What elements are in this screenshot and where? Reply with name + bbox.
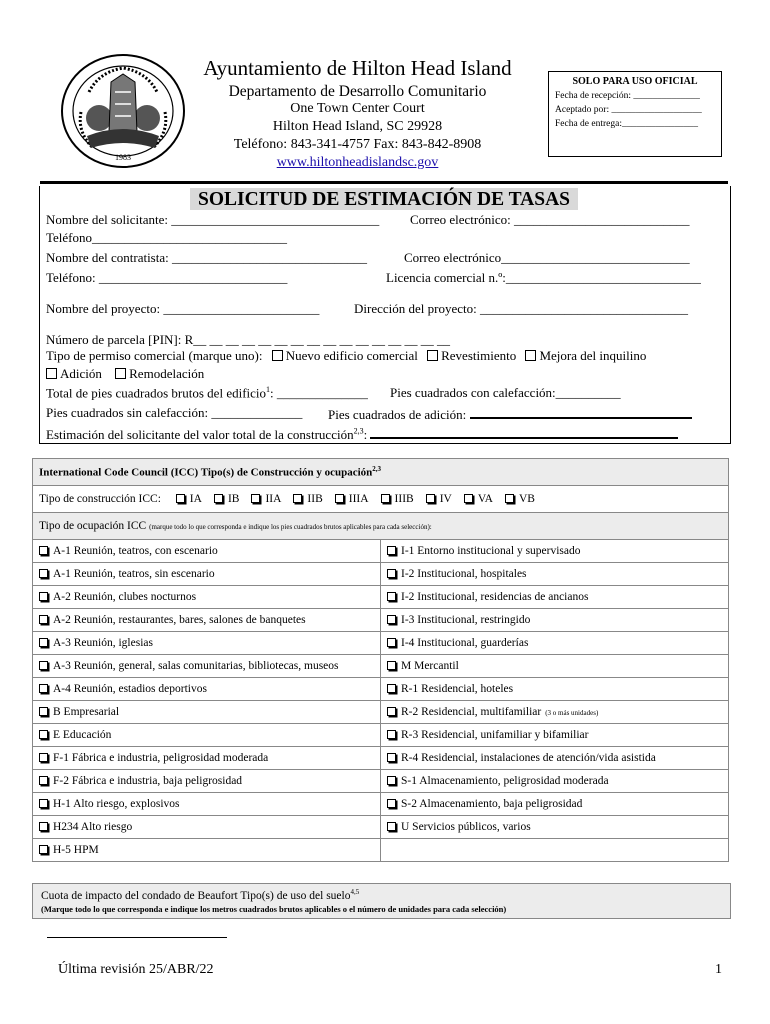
construction-type-label: IV	[439, 493, 452, 505]
valuation-line	[370, 425, 678, 439]
occupancy-option[interactable]	[33, 655, 381, 678]
construction-type-label: Tipo de construcción ICC:	[39, 493, 161, 505]
construction-type-row	[33, 486, 729, 513]
parcel-pin-field[interactable]: Número de parcela [PIN]: R__ __ __ __ __ __ __ __ __ __ __ __ __ __ __ __	[46, 332, 451, 347]
svg-text:1983: 1983	[115, 153, 131, 162]
checkbox-icon[interactable]	[39, 592, 48, 601]
checkbox-icon[interactable]	[39, 661, 48, 670]
construction-type-label: VA	[477, 493, 493, 505]
empty-cell	[381, 839, 729, 862]
checkbox-icon[interactable]	[387, 753, 396, 762]
occupancy-option[interactable]	[33, 724, 381, 747]
permit-tenant-label: Mejora del inquilino	[539, 348, 647, 363]
construction-type-option[interactable]	[335, 493, 369, 505]
occupancy-option[interactable]	[381, 747, 729, 770]
occupancy-label: U Servicios públicos, varios	[401, 821, 531, 833]
occupancy-label: F-1 Fábrica e industria, peligrosidad moderada	[53, 752, 269, 764]
occupancy-row	[33, 586, 729, 609]
header-divider	[40, 181, 728, 184]
business-license-field[interactable]: Licencia comercial n.º:______________________________	[386, 270, 701, 285]
occupancy-option[interactable]	[381, 770, 729, 793]
construction-type-option[interactable]	[176, 493, 202, 505]
occupancy-label: A-1 Reunión, teatros, sin escenario	[53, 568, 215, 580]
occupancy-row	[33, 563, 729, 586]
checkbox-icon[interactable]	[387, 546, 396, 555]
permit-tenant-checkbox[interactable]	[525, 350, 536, 361]
applicant-name-field[interactable]: Nombre del solicitante: ________________________________	[46, 212, 380, 227]
checkbox-icon[interactable]	[387, 684, 396, 693]
checkbox-icon[interactable]	[505, 494, 514, 503]
construction-type-option[interactable]	[293, 493, 322, 505]
occupancy-option[interactable]	[381, 724, 729, 747]
addition-sqft-line	[470, 405, 692, 419]
occupancy-row	[33, 839, 729, 862]
checkbox-icon[interactable]	[39, 546, 48, 555]
beaufort-title	[41, 888, 359, 902]
checkbox-icon[interactable]	[387, 661, 396, 670]
header-title: Ayuntamiento de Hilton Head Island	[203, 56, 512, 80]
permit-addition-checkbox[interactable]	[46, 368, 57, 379]
icc-header	[33, 459, 729, 486]
icc-table	[32, 458, 729, 862]
contractor-name-field[interactable]: Nombre del contratista: ______________________________	[46, 250, 367, 265]
revision-date: Última revisión 25/ABR/22	[58, 962, 214, 977]
checkbox-icon[interactable]	[39, 822, 48, 831]
occupancy-row	[33, 540, 729, 563]
header-phone: Teléfono: 843-341-4757 Fax: 843-842-8908	[233, 137, 482, 152]
checkbox-icon[interactable]	[39, 569, 48, 578]
checkbox-icon[interactable]	[39, 753, 48, 762]
occupancy-label: I-2 Institucional, residencias de ancianos	[401, 591, 589, 603]
header-department: Departamento de Desarrollo Comunitario	[228, 83, 487, 100]
occupancy-row	[33, 816, 729, 839]
checkbox-icon[interactable]	[39, 707, 48, 716]
construction-type-label: IB	[227, 493, 240, 505]
occupancy-label: A-3 Reunión, general, salas comunitarias, bibliotecas, museos	[53, 660, 339, 672]
occupancy-option[interactable]	[381, 678, 729, 701]
checkbox-icon[interactable]	[176, 494, 185, 503]
construction-type-label: IIA	[265, 493, 282, 505]
addition-sqft-label: Pies cuadrados de adición:	[328, 407, 467, 422]
occupancy-label: A-3 Reunión, iglesias	[53, 637, 153, 649]
permit-new-label: Nuevo edificio comercial	[285, 348, 418, 363]
checkbox-icon[interactable]	[214, 494, 223, 503]
construction-type-option[interactable]	[214, 493, 240, 505]
beaufort-title-text: Cuota de impacto del condado de Beaufort Tipo(s) de uso del suelo	[41, 889, 351, 902]
header-address2: Hilton Head Island, SC 29928	[272, 119, 443, 134]
occupancy-label: R-3 Residencial, unifamiliar y bifamiliar	[401, 729, 589, 741]
beaufort-impact-fee-box	[32, 883, 731, 919]
checkbox-icon[interactable]	[387, 730, 396, 739]
checkbox-icon[interactable]	[293, 494, 302, 503]
checkbox-icon[interactable]	[39, 615, 48, 624]
occupancy-row	[33, 701, 729, 724]
valuation-label: Estimación del solicitante del valor total de la construcción	[46, 427, 354, 442]
occupancy-option[interactable]	[381, 586, 729, 609]
contractor-phone-field[interactable]: Teléfono: _____________________________	[46, 270, 288, 285]
addition-sqft-field[interactable]	[328, 405, 692, 423]
occupancy-label: I-3 Institucional, restringido	[401, 614, 531, 626]
header-address1: One Town Center Court	[290, 101, 425, 116]
occupancy-label: H-1 Alto riesgo, explosivos	[53, 798, 180, 810]
checkbox-icon[interactable]	[39, 776, 48, 785]
occupancy-label: H234 Alto riesgo	[53, 821, 133, 833]
occupancy-row	[33, 724, 729, 747]
construction-type-option[interactable]	[426, 493, 452, 505]
checkbox-icon[interactable]	[387, 592, 396, 601]
page-number: 1	[715, 962, 722, 977]
permit-type-row2	[46, 366, 204, 382]
occupancy-option[interactable]	[33, 839, 381, 862]
checkbox-icon[interactable]	[335, 494, 344, 503]
construction-type-label: IIIA	[348, 493, 369, 505]
project-name-field[interactable]: Nombre del proyecto: ________________________	[46, 301, 320, 316]
permit-cladding-label: Revestimiento	[441, 348, 517, 363]
gross-sqft-sup: 1	[266, 385, 271, 394]
town-seal-logo	[59, 52, 187, 170]
construction-type-option[interactable]	[464, 493, 493, 505]
permit-addition-label: Adición	[60, 366, 102, 381]
checkbox-icon[interactable]	[39, 638, 48, 647]
occupancy-label: E Educación	[53, 729, 112, 741]
permit-cladding-checkbox[interactable]	[427, 350, 438, 361]
construction-type-option[interactable]	[251, 493, 281, 505]
gross-sqft-field[interactable]	[46, 385, 368, 401]
checkbox-icon[interactable]	[464, 494, 473, 503]
occupancy-label: S-2 Almacenamiento, baja peligrosidad	[401, 798, 583, 810]
project-address-field[interactable]: Dirección del proyecto: ________________________________	[354, 301, 688, 316]
occupancy-label: R-1 Residencial, hoteles	[401, 683, 514, 695]
occupancy-row	[33, 655, 729, 678]
occupancy-option[interactable]	[381, 540, 729, 563]
occupancy-option[interactable]	[381, 655, 729, 678]
occupancy-label: I-1 Entorno institucional y supervisado	[401, 545, 581, 557]
occupancy-label: A-2 Reunión, restaurantes, bares, salones de banquetes	[53, 614, 306, 626]
checkbox-icon[interactable]	[251, 494, 260, 503]
official-use-box	[548, 71, 722, 157]
occupancy-note: (marque todo lo que corresponda e indique los pies cuadrados brutos aplicables para cada selección):	[149, 523, 432, 531]
occupancy-option[interactable]	[33, 678, 381, 701]
occupancy-row	[33, 609, 729, 632]
applicant-phone-field[interactable]: Teléfono______________________________	[46, 230, 288, 245]
occupancy-option[interactable]	[33, 609, 381, 632]
permit-remodel-label: Remodelación	[129, 366, 205, 381]
checkbox-icon[interactable]	[426, 494, 435, 503]
occupancy-option[interactable]	[381, 563, 729, 586]
occupancy-label: M Mercantil	[401, 660, 459, 672]
construction-type-option[interactable]	[381, 493, 414, 505]
delivery-date-field[interactable]: Fecha de entrega:________________	[555, 119, 698, 129]
occupancy-option[interactable]	[33, 586, 381, 609]
icc-header-sup: 2,3	[372, 465, 382, 474]
checkbox-icon[interactable]	[381, 494, 390, 503]
occupancy-option[interactable]	[33, 632, 381, 655]
checkbox-icon[interactable]	[39, 684, 48, 693]
checkbox-icon[interactable]	[387, 776, 396, 785]
occupancy-label: R-2 Residencial, multifamiliar	[401, 706, 542, 718]
footnote-divider	[47, 937, 227, 938]
checkbox-icon[interactable]	[387, 638, 396, 647]
unheated-sqft-field[interactable]: Pies cuadrados sin calefacción: ______________	[46, 405, 303, 420]
beaufort-instructions: (Marque todo lo que corresponda e indique los metros cuadrados brutos aplicables o el número de unidades para cada selección)	[41, 904, 507, 914]
checkbox-icon[interactable]	[39, 799, 48, 808]
valuation-field[interactable]	[46, 425, 678, 443]
permit-new-checkbox[interactable]	[272, 350, 283, 361]
occupancy-option[interactable]	[381, 701, 729, 724]
construction-type-label: IIB	[307, 493, 323, 505]
header-website-link[interactable]: www.hiltonheadislandsc.gov	[276, 155, 439, 170]
form-title: SOLICITUD DE ESTIMACIÓN DE TASAS	[190, 188, 578, 210]
construction-type-label: IIIB	[394, 493, 414, 505]
occupancy-option[interactable]	[33, 701, 381, 724]
occupancy-label: A-1 Reunión, teatros, con escenario	[53, 545, 218, 557]
received-date-field[interactable]: Fecha de recepción: ______________	[555, 91, 700, 101]
construction-type-option[interactable]	[505, 493, 535, 505]
checkbox-icon[interactable]	[39, 730, 48, 739]
occupancy-type-row	[33, 513, 729, 540]
permit-type-label: Tipo de permiso comercial (marque uno):	[46, 348, 263, 363]
occupancy-label: S-1 Almacenamiento, peligrosidad moderada	[401, 775, 609, 787]
occupancy-row	[33, 770, 729, 793]
checkbox-icon[interactable]	[387, 822, 396, 831]
applicant-email-field[interactable]: Correo electrónico: ___________________________	[410, 212, 690, 227]
occupancy-label: B Empresarial	[53, 706, 120, 718]
occupancy-option[interactable]	[33, 770, 381, 793]
gross-sqft-blank: : ______________	[270, 385, 368, 401]
occupancy-option[interactable]	[381, 609, 729, 632]
r2-units-note: (3 o más unidades)	[545, 709, 599, 717]
occupancy-label: F-2 Fábrica e industria, baja peligrosidad	[53, 775, 243, 787]
occupancy-option[interactable]	[381, 632, 729, 655]
occupancy-label: I-4 Institucional, guarderías	[401, 637, 529, 649]
checkbox-icon[interactable]	[387, 569, 396, 578]
valuation-sup: 2,3	[353, 426, 364, 436]
checkbox-icon[interactable]	[387, 799, 396, 808]
heated-sqft-field[interactable]: Pies cuadrados con calefacción:__________	[390, 385, 621, 400]
occupancy-type-label: Tipo de ocupación ICC	[39, 520, 147, 532]
occupancy-row	[33, 747, 729, 770]
occupancy-label: H-5 HPM	[53, 844, 99, 856]
checkbox-icon[interactable]	[39, 845, 48, 854]
official-box-title: SOLO PARA USO OFICIAL	[572, 76, 698, 87]
occupancy-option[interactable]	[33, 816, 381, 839]
occupancy-label: I-2 Institucional, hospitales	[401, 568, 527, 580]
construction-type-label: IA	[189, 493, 202, 505]
occupancy-option[interactable]	[381, 816, 729, 839]
icc-header-text: International Code Council (ICC) Tipo(s) de Construcción y ocupación	[39, 466, 373, 479]
permit-type-row	[46, 348, 646, 364]
occupancy-row	[33, 793, 729, 816]
construction-type-label: VB	[519, 493, 535, 505]
occupancy-label: A-2 Reunión, clubes nocturnos	[53, 591, 197, 603]
occupancy-option[interactable]	[33, 747, 381, 770]
occupancy-label: R-4 Residencial, instalaciones de atención/vida asistida	[401, 752, 656, 764]
occupancy-row	[33, 678, 729, 701]
beaufort-title-sup: 4,5	[350, 888, 360, 896]
gross-sqft-label: Total de pies cuadrados brutos del edificio	[46, 385, 267, 401]
occupancy-option[interactable]	[33, 563, 381, 586]
occupancy-label: A-4 Reunión, estadios deportivos	[53, 683, 207, 695]
accepted-by-field[interactable]: Aceptado por: ___________________	[555, 105, 702, 115]
occupancy-row	[33, 632, 729, 655]
valuation-colon: :	[363, 427, 368, 442]
occupancy-option[interactable]	[381, 793, 729, 816]
checkbox-icon[interactable]	[387, 615, 396, 624]
occupancy-option[interactable]	[33, 540, 381, 563]
checkbox-icon[interactable]	[387, 707, 396, 716]
permit-remodel-checkbox[interactable]	[115, 368, 126, 379]
occupancy-option[interactable]	[33, 793, 381, 816]
contractor-email-field[interactable]: Correo electrónico_____________________________	[404, 250, 690, 265]
